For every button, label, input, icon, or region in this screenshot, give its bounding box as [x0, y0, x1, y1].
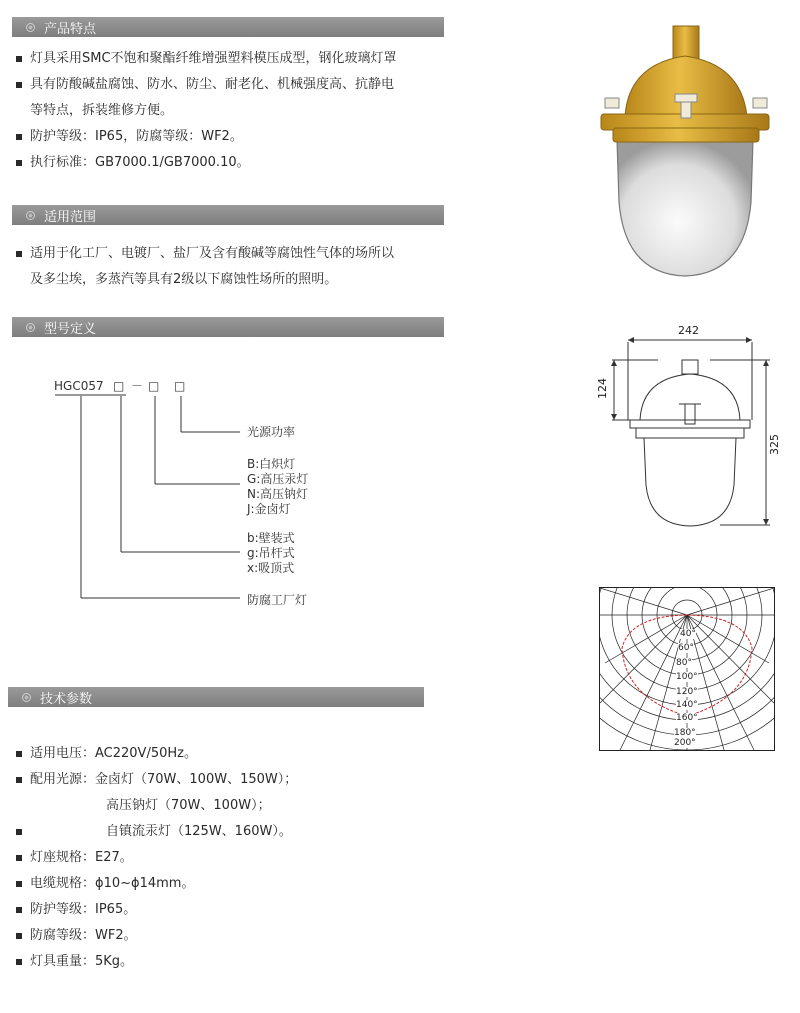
model-box-mount: □ [113, 379, 125, 393]
list-item: 高压钠灯（70W、100W）； [106, 798, 271, 813]
model-code: HGC057 [54, 379, 104, 393]
section-title-features: 产品特点 [44, 21, 97, 37]
list-item: 及多尘埃，多蒸汽等具有2级以下腐蚀性场所的照明。 [30, 272, 338, 287]
model-box-power: □ [174, 379, 186, 393]
lamp-type-n: N:高压钠灯 [247, 487, 309, 501]
section-bar-features [12, 17, 444, 37]
features-list [0, 46, 450, 176]
list-item: 防护等级：IP65。 [0, 897, 450, 923]
mount-type-x: x:吸顶式 [247, 561, 295, 575]
model-definition-diagram [40, 370, 340, 610]
list-item: 具有防酸碱盐腐蚀、防水、防尘、耐老化、机械强度高、抗静电 [0, 72, 450, 98]
polar-label: 200° [674, 738, 696, 748]
polar-label: 180° [674, 728, 696, 738]
list-item: 执行标准：GB7000.1/GB7000.10。 [0, 150, 450, 176]
polar-label: 80° [676, 658, 692, 668]
polar-label: 40° [680, 629, 696, 639]
list-item: 适用电压：AC220V/50Hz。 [0, 741, 450, 767]
list-item: 电缆规格：ϕ10~ϕ14mm。 [0, 871, 450, 897]
section-bar-specs [8, 687, 424, 707]
dim-total-height: 325 [768, 434, 781, 455]
section-title-model: 型号定义 [44, 321, 97, 337]
lamp-type-g: G:高压汞灯 [247, 472, 309, 486]
polar-label: 140° [676, 700, 698, 710]
specs-list [0, 741, 450, 975]
circle-icon [26, 211, 35, 220]
section-title-specs: 技术参数 [40, 691, 93, 707]
polar-label: 100° [676, 672, 698, 682]
lamp-type-b: B:白炽灯 [247, 457, 296, 471]
list-item: 灯具重量：5Kg。 [0, 949, 450, 975]
list-item: 灯具采用SMC不饱和聚酯纤维增强塑料模压成型，钢化玻璃灯罩 [0, 46, 450, 72]
polar-label: 120° [676, 687, 698, 697]
circle-icon [26, 323, 35, 332]
list-item: 灯座规格：E27。 [0, 845, 450, 871]
section-bar-scope [12, 205, 444, 225]
lamp-type-j: J:金卤灯 [247, 502, 291, 516]
list-item: 自镇流汞灯（125W、160W）。 [0, 819, 450, 845]
list-item: 等特点，拆装维修方便。 [30, 103, 174, 118]
dim-width: 242 [678, 324, 699, 337]
list-item: 配用光源：金卤灯（70W、100W、150W）； [0, 767, 450, 793]
dim-top-height: 124 [596, 378, 609, 399]
mount-type-g: g:吊杆式 [247, 546, 295, 560]
list-item: 防护等级：IP65，防腐等级：WF2。 [0, 124, 450, 150]
polar-label: 60° [678, 643, 694, 653]
section-title-scope: 适用范围 [44, 209, 97, 225]
model-dash: － [131, 379, 144, 393]
polar-grid [600, 588, 774, 750]
list-item: 防腐等级：WF2。 [0, 923, 450, 949]
circle-icon [26, 23, 35, 32]
circle-icon [22, 693, 31, 702]
power-label: 光源功率 [247, 425, 296, 439]
dimension-drawing [590, 320, 790, 550]
mount-type-b: b:壁装式 [247, 531, 295, 545]
dimension-drawing-lines [590, 320, 790, 550]
list-item: 适用于化工厂、电镀厂、盐厂及含有酸碱等腐蚀性气体的场所以 [0, 241, 450, 267]
product-label: 防腐工厂灯 [247, 593, 308, 607]
product-photo [585, 12, 785, 282]
model-box-lamp: □ [148, 379, 160, 393]
scope-list [0, 241, 450, 293]
polar-label: 160° [676, 713, 698, 723]
section-bar-model [12, 317, 444, 337]
polar-distribution-chart [599, 587, 775, 751]
